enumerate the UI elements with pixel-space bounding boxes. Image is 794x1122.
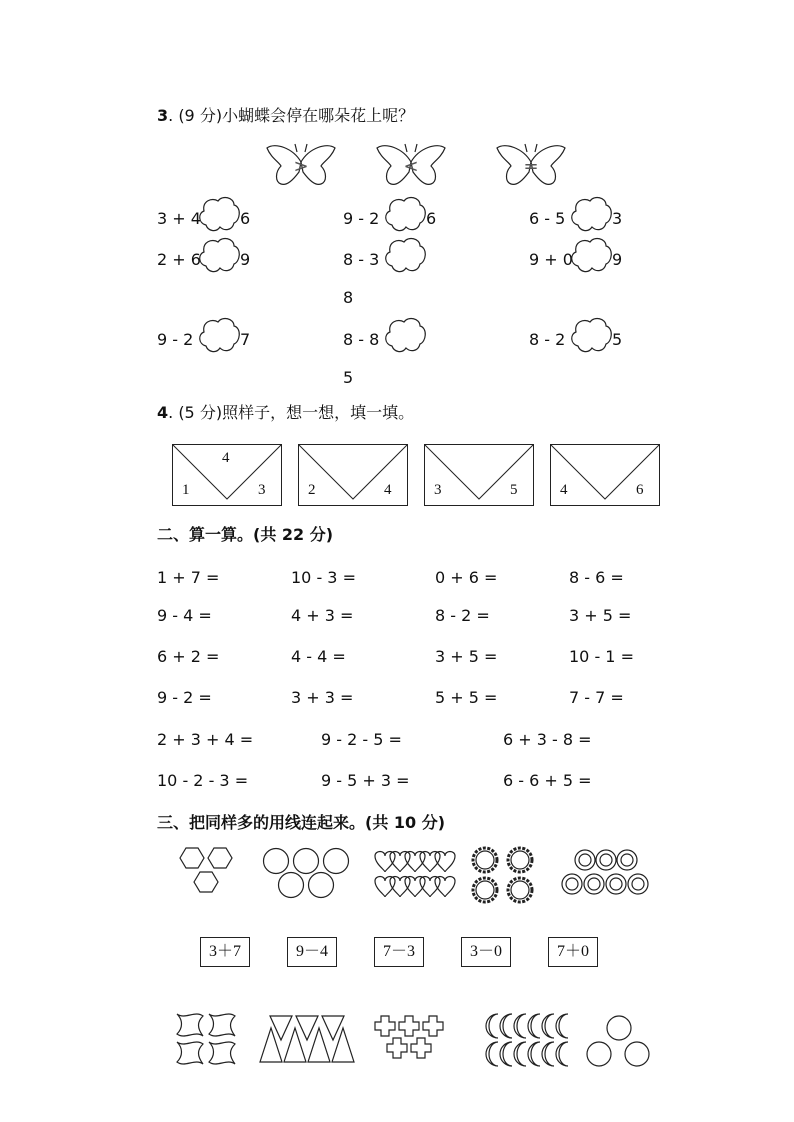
compare-number: 9: [612, 250, 623, 269]
q3-heading: [157, 108, 414, 124]
calc-problem: 9 - 2 - 5 =: [321, 730, 402, 749]
cross-shape: [387, 1038, 407, 1058]
circle-shape: [294, 849, 319, 874]
flower-ring-inner: [511, 881, 529, 899]
crescent-shape: [486, 1014, 498, 1038]
ring-inner: [600, 854, 612, 866]
q4-number: 4: [157, 403, 169, 422]
answer-expression-box: 3－0: [461, 937, 511, 967]
ring-outer: [628, 874, 648, 894]
circle-shape: [309, 873, 334, 898]
calc-problem: 6 + 3 - 8 =: [503, 730, 592, 749]
butterfly-antennae: [405, 144, 417, 152]
crescent-shape: [486, 1042, 498, 1066]
crescent-shape: [500, 1042, 512, 1066]
ring-inner: [579, 854, 591, 866]
crescent-shape: [528, 1042, 540, 1066]
compare-expression: 8 - 3: [343, 250, 380, 269]
triangle-up-shape: [308, 1028, 330, 1062]
heart-group: [367, 848, 457, 898]
calc-problem: 9 - 5 + 3 =: [321, 771, 410, 790]
flower-cloud-blank: [198, 236, 240, 274]
answer-expression-box: 7＋0: [548, 937, 598, 967]
ring-outer: [575, 850, 595, 870]
cross-shape: [375, 1016, 395, 1036]
compare-number: 9: [240, 250, 251, 269]
flower-ring-group: [472, 848, 542, 906]
cloud-outline: [572, 198, 612, 231]
envelope-right-number: 4: [384, 482, 392, 498]
cloud-outline: [200, 319, 240, 352]
answer-expression-box: 3＋7: [200, 937, 250, 967]
triangle-group: [260, 1016, 356, 1064]
answer-expression-box: 9－4: [287, 937, 337, 967]
compare-number: 6: [240, 209, 251, 228]
wave-flag-shape: [177, 1014, 203, 1036]
calc-problem: 3 + 3 =: [291, 688, 354, 707]
calc-problem: 2 + 3 + 4 =: [157, 730, 254, 749]
envelope-right-number: 6: [636, 482, 644, 498]
calc-problem: 3 + 5 =: [569, 606, 632, 625]
flower-cloud-blank: [384, 316, 426, 354]
cloud-outline: [386, 239, 426, 272]
calc-problem: 0 + 6 =: [435, 568, 498, 587]
envelope-right-number: 3: [258, 482, 266, 498]
ring-group: [560, 848, 650, 898]
ring-inner: [610, 878, 622, 890]
cross-group: [373, 1018, 453, 1068]
ring-outer: [606, 874, 626, 894]
flower-cloud-blank: [570, 195, 612, 233]
circle-group-bottom: [587, 1016, 651, 1068]
calc-problem: 3 + 5 =: [435, 647, 498, 666]
cross-shape: [423, 1016, 443, 1036]
crescent-shape: [556, 1042, 568, 1066]
envelope-left-number: 2: [308, 482, 316, 498]
envelope-left-number: 3: [434, 482, 442, 498]
cloud-outline: [200, 198, 240, 231]
compare-expression: 8 - 8: [343, 330, 380, 349]
compare-expression: 9 + 0: [529, 250, 573, 269]
flower-ring-inner: [511, 851, 529, 869]
circle-shape: [625, 1042, 649, 1066]
cloud-outline: [200, 239, 240, 272]
q3-number: 3: [157, 106, 169, 125]
triangle-down-shape: [296, 1016, 318, 1040]
circle-shape: [607, 1016, 631, 1040]
cloud-outline: [386, 198, 426, 231]
calc-problem: 6 - 6 + 5 =: [503, 771, 592, 790]
calc-problem: 6 + 2 =: [157, 647, 220, 666]
envelope-diagram: [172, 444, 282, 506]
ring-outer: [617, 850, 637, 870]
flower-cloud-blank: [198, 195, 240, 233]
calc-problem: 8 - 2 =: [435, 606, 490, 625]
ring-inner: [632, 878, 644, 890]
section-3-title: 三、把同样多的用线连起来。(共 10 分): [157, 813, 446, 832]
flower-cloud-blank: [570, 316, 612, 354]
crescent-shape: [514, 1014, 526, 1038]
section-2-title: 二、算一算。(共 22 分): [157, 525, 334, 544]
cross-shape: [399, 1016, 419, 1036]
butterfly-antennae: [295, 144, 307, 152]
envelope-left-number: 1: [182, 482, 190, 498]
envelope-diagram: [550, 444, 660, 506]
circle-shape: [264, 849, 289, 874]
envelope-diagram: [424, 444, 534, 506]
butterfly-symbol: <: [403, 156, 419, 177]
hexagon-shape: [194, 872, 218, 892]
butterfly-icon: [265, 142, 337, 188]
triangle-up-shape: [260, 1028, 282, 1062]
circle-shape: [279, 873, 304, 898]
butterfly-antennae: [525, 144, 537, 152]
ring-inner: [588, 878, 600, 890]
compare-expression: 9 - 2: [157, 330, 194, 349]
ring-inner: [621, 854, 633, 866]
cloud-outline: [386, 319, 426, 352]
crescent-shape: [528, 1014, 540, 1038]
circle-shape: [587, 1042, 611, 1066]
compare-expression: 6 - 5: [529, 209, 566, 228]
hexagon-group: [178, 848, 258, 894]
q4-heading: [157, 405, 414, 421]
flower-cloud-blank: [198, 316, 240, 354]
hexagon-shape: [208, 848, 232, 868]
cloud-outline: [572, 239, 612, 272]
calc-problem: 8 - 6 =: [569, 568, 624, 587]
compare-expression: 3 + 4: [157, 209, 201, 228]
crescent-shape: [542, 1042, 554, 1066]
flower-cloud-blank: [384, 195, 426, 233]
wave-flag-shape: [177, 1042, 203, 1064]
envelope-diagram: [298, 444, 408, 506]
cross-shape: [411, 1038, 431, 1058]
calc-problem: 10 - 3 =: [291, 568, 356, 587]
flower-cloud-blank: [384, 236, 426, 274]
compare-number: 8: [343, 288, 354, 307]
compare-number: 6: [426, 209, 437, 228]
ring-outer: [584, 874, 604, 894]
ring-outer: [562, 874, 582, 894]
compare-number: 7: [240, 330, 251, 349]
triangle-up-shape: [284, 1028, 306, 1062]
calc-problem: 9 - 2 =: [157, 688, 212, 707]
circle-shape: [324, 849, 349, 874]
flower-ring-inner: [476, 851, 494, 869]
calc-problem: 4 + 3 =: [291, 606, 354, 625]
crescent-shape: [556, 1014, 568, 1038]
ring-outer: [596, 850, 616, 870]
envelope-left-number: 4: [560, 482, 568, 498]
compare-expression: 8 - 2: [529, 330, 566, 349]
butterfly-icon: [375, 142, 447, 188]
cloud-outline: [572, 319, 612, 352]
compare-expression: 9 - 2: [343, 209, 380, 228]
calc-problem: 5 + 5 =: [435, 688, 498, 707]
compare-number: 5: [612, 330, 623, 349]
compare-number: 3: [612, 209, 623, 228]
envelope-right-number: 5: [510, 482, 518, 498]
calc-problem: 10 - 2 - 3 =: [157, 771, 249, 790]
compare-number: 5: [343, 368, 354, 387]
envelope-top-number: 4: [222, 450, 230, 466]
calc-problem: 9 - 4 =: [157, 606, 212, 625]
q4-title: . (5 分)照样子，想一想，填一填。: [168, 403, 415, 422]
flower-cloud-blank: [570, 236, 612, 274]
butterfly-symbol: =: [523, 156, 539, 177]
butterfly-symbol: >: [293, 156, 309, 177]
calc-problem: 10 - 1 =: [569, 647, 634, 666]
crescent-shape: [514, 1042, 526, 1066]
crescent-group: [484, 1012, 574, 1068]
hexagon-shape: [180, 848, 204, 868]
crescent-shape: [500, 1014, 512, 1038]
calc-problem: 7 - 7 =: [569, 688, 624, 707]
answer-expression-box: 7－3: [374, 937, 424, 967]
wave-flag-group: [175, 1012, 237, 1068]
compare-expression: 2 + 6: [157, 250, 201, 269]
butterfly-icon: [495, 142, 567, 188]
flower-ring-inner: [476, 881, 494, 899]
triangle-up-shape: [332, 1028, 354, 1062]
wave-flag-shape: [209, 1014, 235, 1036]
ring-inner: [566, 878, 578, 890]
q3-title: . (9 分)小蝴蝶会停在哪朵花上呢？: [168, 106, 415, 125]
crescent-shape: [542, 1014, 554, 1038]
calc-problem: 1 + 7 =: [157, 568, 220, 587]
calc-problem: 4 - 4 =: [291, 647, 346, 666]
circle-group: [260, 848, 350, 898]
wave-flag-shape: [209, 1042, 235, 1064]
